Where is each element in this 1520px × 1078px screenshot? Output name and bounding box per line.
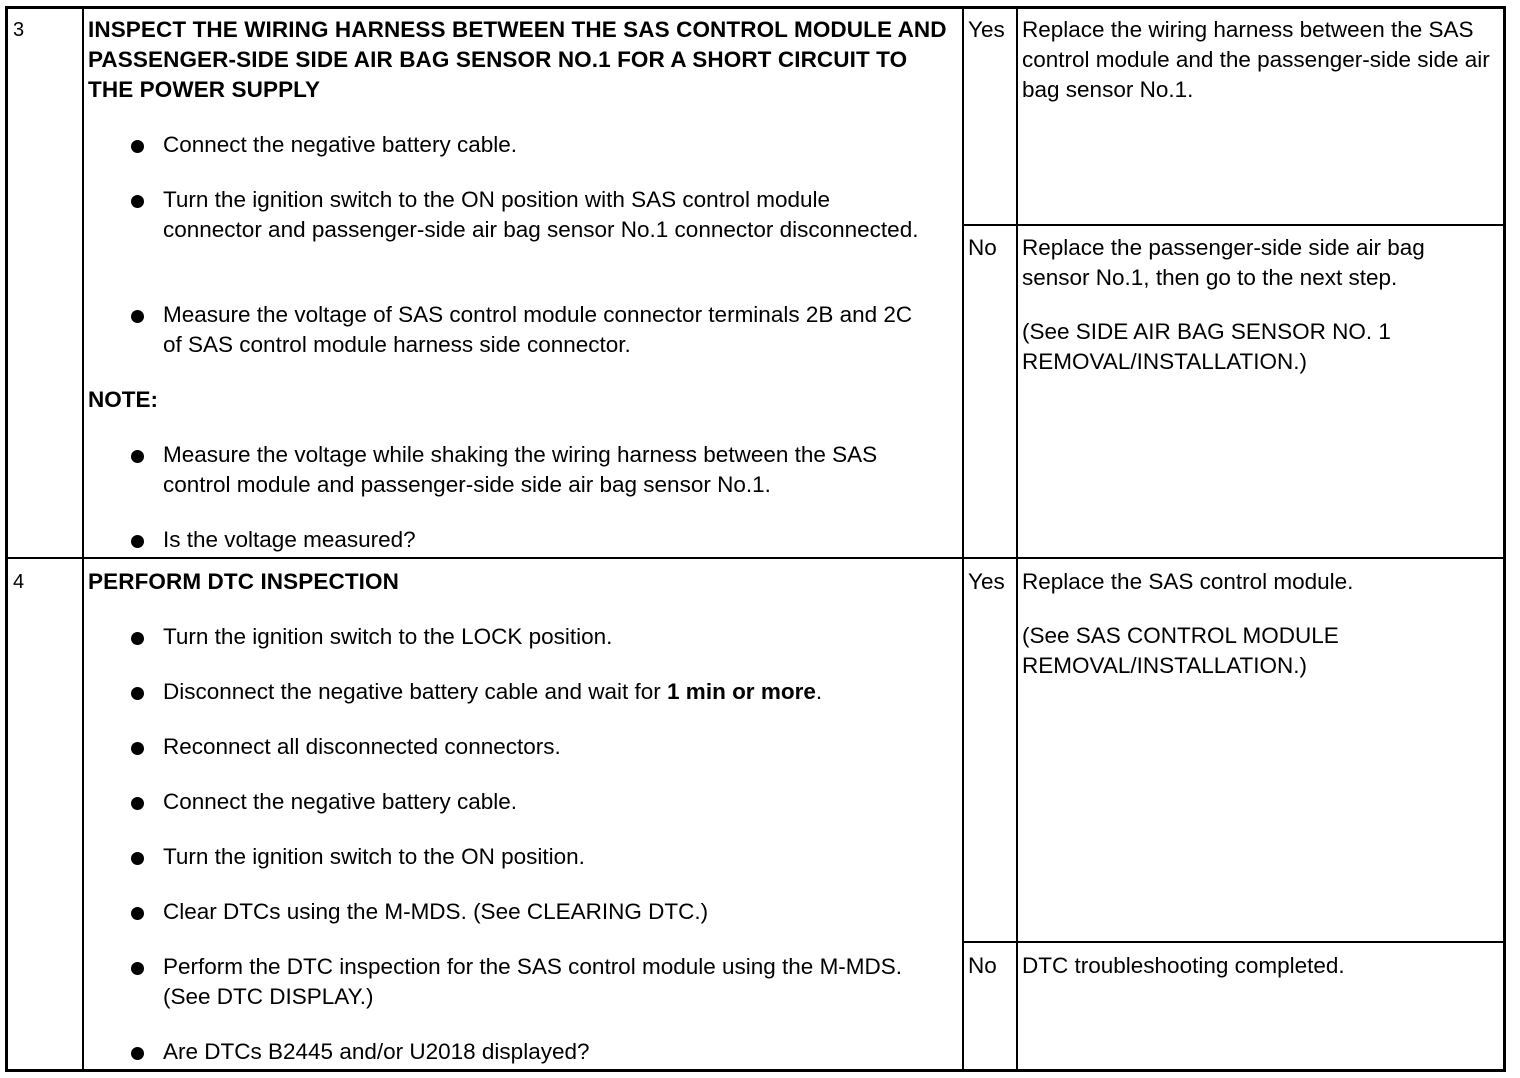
bullet-icon [131,907,144,920]
bullet-icon [131,310,144,323]
list-item: Is the voltage measured? [163,525,943,555]
yes-label: Yes [968,17,1005,42]
list-item: Measure the voltage while shaking the wiring harness between the SAS control module and passenger-side side air bag sensor No.1. [163,440,923,500]
step-title: INSPECT THE WIRING HARNESS BETWEEN THE SAS CONTROL MODULE AND PASSENGER-SIDE SIDE AIR BAG SENSOR NO.1 FOR A SHORT CIRCUIT TO THE POWER SUPPLY [88,17,947,102]
bullet-icon [131,632,144,645]
row-divider [962,941,1503,943]
no-action: DTC troubleshooting completed. [1022,953,1345,978]
bullet-icon [131,1047,144,1060]
note-label: NOTE: [88,387,158,412]
list-item: Connect the negative battery cable. [163,787,943,817]
step-number: 4 [13,571,25,593]
no-label: No [968,235,997,260]
column-divider [1016,9,1018,1069]
bullet-icon [131,742,144,755]
bullet-icon [131,450,144,463]
bullet-icon [131,962,144,975]
yes-action: Replace the SAS control module. (See SAS CONTROL MODULE REMOVAL/INSTALLATION.) [1022,569,1354,678]
emphasis-text: 1 min or more [667,679,816,704]
step-title: PERFORM DTC INSPECTION [88,569,399,594]
column-divider [962,9,964,1069]
step-number: 3 [13,19,25,41]
no-action: Replace the passenger-side side air bag sensor No.1, then go to the next step. (See SIDE AIR BAG SENSOR NO. 1 REMOVAL/INSTALLATION.) [1022,235,1425,374]
row-divider [8,557,1503,559]
bullet-icon [131,852,144,865]
list-item: Clear DTCs using the M-MDS. (See CLEARING DTC.) [163,897,943,927]
no-label: No [968,953,997,978]
yes-action: Replace the wiring harness between the SAS control module and the passenger-side side air bag sensor No.1. [1022,17,1490,102]
bullet-icon [131,140,144,153]
column-divider [82,9,84,1069]
list-item: Measure the voltage of SAS control module connector terminals 2B and 2C of SAS control module harness side connector. [163,300,923,360]
list-item: Turn the ignition switch to the ON position with SAS control module connector and passenger-side air bag sensor No.1 connector disconnected. [163,185,923,245]
list-item: Disconnect the negative battery cable and wait for 1 min or more. [163,677,943,707]
bullet-icon [131,535,144,548]
list-item: Are DTCs B2445 and/or U2018 displayed? [163,1037,943,1067]
list-item: Connect the negative battery cable. [163,130,943,160]
list-item: Turn the ignition switch to the LOCK position. [163,622,943,652]
list-item: Perform the DTC inspection for the SAS control module using the M-MDS. (See DTC DISPLAY.) [163,952,913,1012]
yes-label: Yes [968,569,1005,594]
bullet-icon [131,195,144,208]
bullet-icon [131,687,144,700]
list-item: Reconnect all disconnected connectors. [163,732,943,762]
list-item: Turn the ignition switch to the ON position. [163,842,943,872]
row-divider [962,224,1503,226]
bullet-icon [131,797,144,810]
troubleshooting-table [5,6,1506,1072]
